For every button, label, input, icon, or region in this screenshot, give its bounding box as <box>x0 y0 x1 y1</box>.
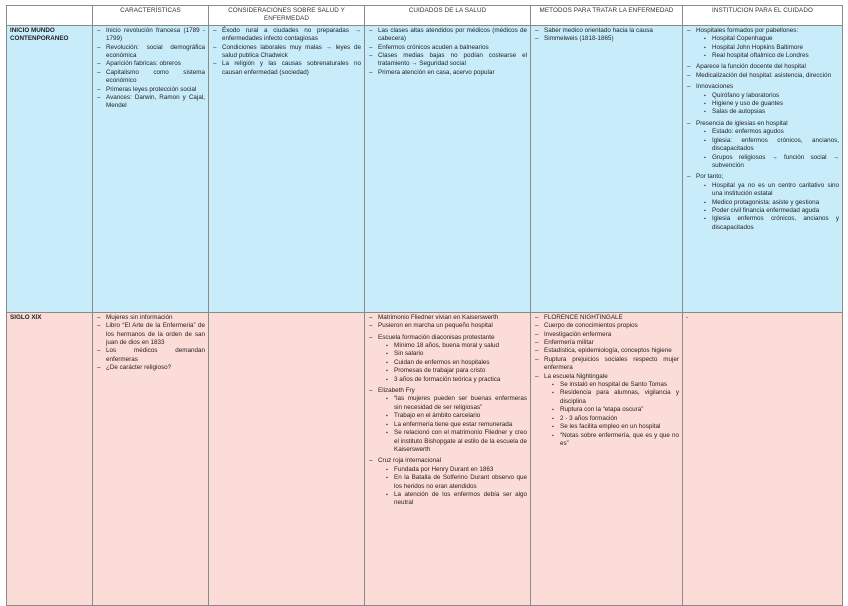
list-item-text: Capitalismo como sistema económico <box>106 68 205 85</box>
list-item <box>534 347 679 355</box>
sub-list <box>378 395 527 454</box>
header-caracteristicas: CARACTERÍSTICAS <box>93 6 209 26</box>
list-item <box>534 322 679 330</box>
list-item-text: Los médicos demandan enfermeras <box>106 347 205 363</box>
list-item <box>96 44 205 61</box>
sub-list-item: ▪ Ruptura con la “etapa oscura” <box>552 406 679 414</box>
cell-caracteristicas <box>93 312 209 605</box>
list-item-text: Revolución: social demográfica económica <box>106 43 205 60</box>
sub-list-item: ▪ Iglesia enfermos crónicos, ancianos y discapacitados <box>704 215 839 232</box>
list-item-text: Enfermos crónicos acuden a balnearios <box>378 43 489 51</box>
list-item <box>368 52 527 69</box>
list-item <box>368 457 527 507</box>
sub-list-item: ▪ Se relacionó con el matrimonio Fliedner y creo el instituto Bishopgate al estilo de la escuela de Kaiserswerth <box>386 429 527 454</box>
sub-list-item: ▪ 2 - 3 años formación <box>552 415 679 423</box>
list-item <box>534 373 679 449</box>
cell-metodos <box>531 312 683 605</box>
list-item-text: Inicio revolución francesa (1789 - 1799) <box>106 26 205 43</box>
list-item-text: Matrimonio Fliedner vivian en Kaiserswerth <box>378 313 499 321</box>
list-item-text: Condiciones laborales muy malas → leyes de salud publica Chadwick <box>222 43 361 60</box>
cell-cuidados <box>365 25 531 312</box>
history-table <box>6 5 843 606</box>
sub-list <box>696 35 839 60</box>
list-item <box>368 322 527 330</box>
sub-list-item: ▪ Quirófano y laboratorios <box>704 92 839 100</box>
list-item <box>534 314 679 322</box>
cell-institucion <box>683 312 843 605</box>
list-item-text: Cruz roja internacional <box>378 457 441 465</box>
list-item <box>96 94 205 111</box>
list-item-text: Éxodo rural a ciudades no preparadas → enfermedades infecto contagiosas <box>222 26 361 43</box>
header-row <box>7 6 843 26</box>
sub-list <box>696 182 839 232</box>
list-item <box>368 314 527 322</box>
list-item-text: Aparece la función docente del hospital <box>696 63 806 71</box>
list-item <box>368 387 527 454</box>
sub-list <box>378 466 527 508</box>
list-item <box>686 83 839 117</box>
list-item <box>96 364 205 372</box>
cell-consideraciones <box>209 25 365 312</box>
sub-list-item: ▪ Hospital John Hopkins Baltimore <box>704 44 839 52</box>
list-item-text: Hospitales formados por pabellones: <box>696 26 799 34</box>
row-label: INICIO MUNDO CONTENPORANEO <box>7 25 93 312</box>
list-item-text: La religión y las causas sobrenaturales no causan enfermedad (sociedad) <box>222 60 361 76</box>
sub-list-item: ▪ Real hospital oftalmico de Londres <box>704 52 839 60</box>
sub-list-item: ▪ 3 años de formación teórica y practica <box>386 376 527 384</box>
list-item <box>686 120 839 170</box>
list-item <box>368 334 527 384</box>
list-item-text: Primeras leyes protección social <box>106 85 197 93</box>
list-item-text: Estadística, epidemiología, conceptos higiene <box>544 347 672 355</box>
list-item-text: Clases medias bajas no podían costearse el tratamiento → Seguridad social <box>378 52 527 68</box>
list-item-text: Simmelweis (1818-1865) <box>544 35 614 43</box>
list-item-text: Elizabeth Fry <box>378 387 415 395</box>
list-item-text: La escuela Nightingale <box>544 372 608 380</box>
list-item <box>368 44 527 52</box>
sub-list-item: ▪ Hospital ya no es un centro caritativo sino una institución estatal <box>704 182 839 199</box>
list-item-text: Enfermería militar <box>544 339 594 347</box>
list-item-text: Aparición fabricas: obreros <box>106 60 181 68</box>
list-item <box>686 63 839 71</box>
list-item <box>96 69 205 86</box>
sub-list-item: ▪ En la Batalla de Solferino Durant observo que los heridos no eran atendidos <box>386 474 527 491</box>
sub-list-item: ▪ La enfermería tiene que estar remunerada <box>386 421 527 429</box>
list-item <box>96 347 205 364</box>
list-item <box>534 331 679 339</box>
list-item <box>96 86 205 94</box>
sub-list-item: ▪ Se les facilita empleo en un hospital <box>552 423 679 431</box>
row-label: SIGLO XIX <box>7 312 93 605</box>
list-item <box>686 173 839 232</box>
sub-list <box>378 342 527 384</box>
row-siglo-xix <box>7 312 843 605</box>
sub-list-item: ▪ Salas de autopsias <box>704 108 839 116</box>
sub-list-item: ▪ Residencia para alumnas, vigilancia y disciplina <box>552 389 679 406</box>
list-item-text: ¿De carácter religioso? <box>106 364 172 372</box>
list-item <box>96 60 205 68</box>
cell-consideraciones <box>209 312 365 605</box>
sub-list-item: ▪ Sin salario <box>386 350 527 358</box>
list-item <box>686 72 839 80</box>
sub-list-item: ▪ “Notas sobre enfermería, que es y que no es” <box>552 432 679 449</box>
sub-list-item: ▪ Promesas de trabajar para cristo <box>386 367 527 375</box>
cell-institucion <box>683 25 843 312</box>
list-item <box>534 35 679 43</box>
list-item <box>368 27 527 44</box>
list-item <box>212 60 361 77</box>
cell-metodos <box>531 25 683 312</box>
list-item-text: Las clases altas atendidos por médicos (médicos de cabecera) <box>378 26 527 43</box>
list-item-text: Por tanto; <box>696 173 724 181</box>
list-item-text: Presencia de iglesias en hospital <box>696 119 788 127</box>
list-item <box>534 356 679 373</box>
cell-cuidados <box>365 312 531 605</box>
list-item-text: FLORENCE NIGHTINGALE <box>544 313 623 321</box>
sub-list-item: ▪ Estado: enfermos agudos <box>704 128 839 136</box>
list-item <box>96 27 205 44</box>
header-metodos: METODOS PARA TRATAR LA ENFERMEDAD <box>531 6 683 26</box>
sub-list-item: ▪ Mínimo 18 años, buena moral y salud <box>386 342 527 350</box>
row-mundo-contemporaneo <box>7 25 843 312</box>
list-item-text: Medicalización del hospital: asistencia, dirección <box>696 71 832 79</box>
empty-dash: - <box>686 313 689 321</box>
list-item <box>534 27 679 35</box>
list-item-text: Pusieron en marcha un pequeño hospital <box>378 322 493 330</box>
list-item-text: Cuerpo de conocimientos propios <box>544 322 638 330</box>
sub-list <box>696 92 839 117</box>
list-item <box>212 27 361 44</box>
sub-list-item: ▪ Iglesia: enfermos crónicos, ancianos, discapacitados <box>704 137 839 154</box>
list-item <box>368 69 527 77</box>
list-item-text: Primera atención en casa, acervo popular <box>378 68 495 76</box>
list-item-text: Mujeres sin información <box>106 313 173 321</box>
list-item-text: Avances: Darwin, Ramon y Cajal, Mendel <box>106 94 205 110</box>
list-item <box>96 322 205 347</box>
list-item <box>686 27 839 61</box>
list-item-text: Ruptura prejuicios sociales respecto mujer enfermera <box>544 355 679 372</box>
header-consideraciones: CONSIDERACIONES SOBRE SALUD Y ENFERMEDAD <box>209 6 365 26</box>
cell-caracteristicas <box>93 25 209 312</box>
header-cuidados: CUIDADOS DE LA SALUD <box>365 6 531 26</box>
list-item-text: Investigación enfermera <box>544 330 612 338</box>
sub-list-item: ▪ La atención de los enfermos debía ser algo neutral <box>386 491 527 508</box>
sub-list-item: ▪ Higiene y uso de guantes <box>704 100 839 108</box>
sub-list-item: ▪ Grupos religiosos → función social → subvención <box>704 154 839 171</box>
sub-list-item: ▪ “las mujeres pueden ser buenas enfermeras sin necesidad de ser religiosas” <box>386 395 527 412</box>
list-item-text: Escuela formación diaconisas protestante <box>378 333 495 341</box>
list-item <box>534 339 679 347</box>
sub-list-item: ▪ Cuidan de enfermos en hospitales <box>386 359 527 367</box>
sub-list-item: ▪ Se instaló en hospital de Santo Tomas <box>552 381 679 389</box>
sub-list <box>696 128 839 170</box>
header-empty <box>7 6 93 26</box>
sub-list <box>544 381 679 448</box>
sub-list-item: ▪ Trabajo en el ámbito carcelario <box>386 412 527 420</box>
sub-list-item: ▪ Medico protagonista: asiste y gestiona <box>704 199 839 207</box>
sub-list-item: ▪ Fundada por Henry Durant en 1863 <box>386 466 527 474</box>
sub-list-item: ▪ Hospital Copenhague <box>704 35 839 43</box>
list-item <box>96 314 205 322</box>
sub-list-item: ▪ Poder civil financia enfermedad aguda <box>704 207 839 215</box>
list-item-text: Innovaciones <box>696 83 734 91</box>
header-institucion: INSTITUCION PARA EL CUIDADO <box>683 6 843 26</box>
list-item <box>212 44 361 61</box>
list-item-text: Saber medico orientado hacia la causa <box>544 26 653 34</box>
list-item-text: Libro “El Arte de la Enfermeria” de los hermanos de la orden de san juan de dios en 1833 <box>106 322 205 347</box>
